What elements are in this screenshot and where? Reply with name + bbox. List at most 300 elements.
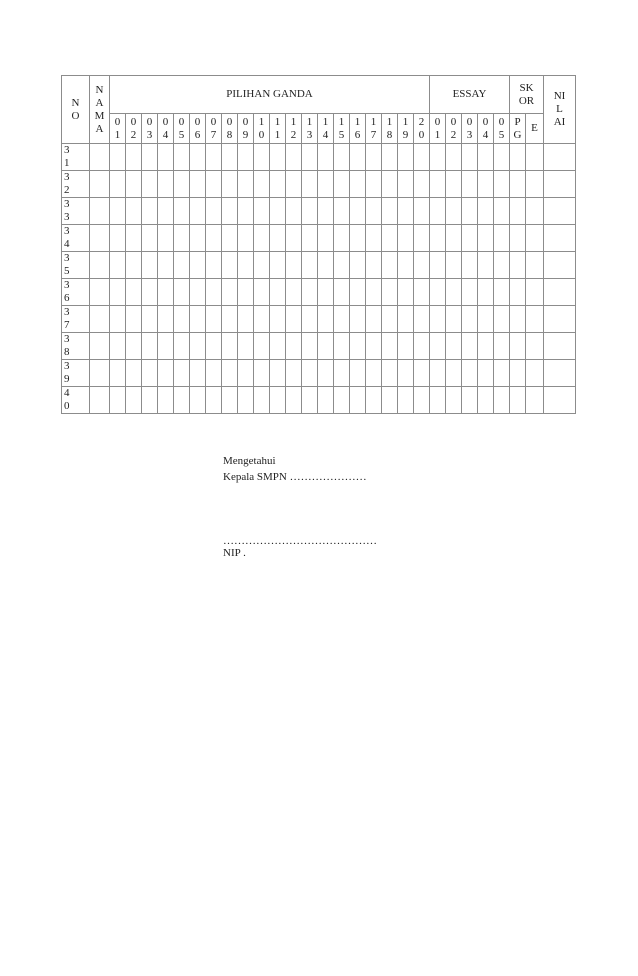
student-row xyxy=(62,279,576,306)
student-row xyxy=(62,225,576,252)
score-cell xyxy=(302,252,318,279)
row-number: 3 8 xyxy=(62,333,90,360)
score-cell xyxy=(430,171,446,198)
score-cell xyxy=(238,198,254,225)
score-cell xyxy=(462,360,478,387)
score-cell xyxy=(302,225,318,252)
score-cell xyxy=(286,198,302,225)
score-cell xyxy=(110,171,126,198)
score-cell xyxy=(478,252,494,279)
score-cell xyxy=(446,279,462,306)
row-number: 3 9 xyxy=(62,360,90,387)
score-cell xyxy=(206,333,222,360)
score-cell xyxy=(90,306,110,333)
score-cell xyxy=(462,225,478,252)
pg-question-number: 2 0 xyxy=(414,114,430,144)
score-cell xyxy=(318,225,334,252)
score-cell xyxy=(110,333,126,360)
score-cell xyxy=(414,387,430,414)
score-cell xyxy=(126,225,142,252)
score-cell xyxy=(110,198,126,225)
score-cell xyxy=(334,225,350,252)
score-cell xyxy=(254,198,270,225)
score-cell xyxy=(544,279,576,306)
score-cell xyxy=(158,144,174,171)
score-cell xyxy=(286,171,302,198)
score-cell xyxy=(254,306,270,333)
score-cell xyxy=(174,279,190,306)
student-row xyxy=(62,198,576,225)
score-cell xyxy=(302,360,318,387)
pg-question-number: 0 7 xyxy=(206,114,222,144)
score-cell xyxy=(382,306,398,333)
score-cell xyxy=(510,387,526,414)
score-cell xyxy=(158,279,174,306)
score-cell xyxy=(366,144,382,171)
score-cell xyxy=(174,198,190,225)
score-cell xyxy=(142,306,158,333)
score-cell xyxy=(446,387,462,414)
score-cell xyxy=(142,198,158,225)
score-cell xyxy=(302,171,318,198)
score-cell xyxy=(110,279,126,306)
nip-label: NIP . xyxy=(223,547,246,559)
essay-question-number: 0 1 xyxy=(430,114,446,144)
score-cell xyxy=(544,252,576,279)
pg-question-number: 0 8 xyxy=(222,114,238,144)
student-row xyxy=(62,306,576,333)
score-cell xyxy=(302,333,318,360)
score-cell xyxy=(110,225,126,252)
score-cell xyxy=(110,144,126,171)
score-cell xyxy=(414,279,430,306)
score-cell xyxy=(318,252,334,279)
score-cell xyxy=(446,144,462,171)
score-cell xyxy=(190,198,206,225)
score-cell xyxy=(526,171,544,198)
score-cell xyxy=(206,279,222,306)
score-cell xyxy=(366,333,382,360)
score-cell xyxy=(494,252,510,279)
score-cell xyxy=(302,306,318,333)
score-cell xyxy=(462,252,478,279)
score-cell xyxy=(270,333,286,360)
score-cell xyxy=(238,252,254,279)
score-cell xyxy=(398,279,414,306)
score-cell xyxy=(366,198,382,225)
score-cell xyxy=(526,144,544,171)
score-cell xyxy=(350,360,366,387)
score-cell xyxy=(382,360,398,387)
score-cell xyxy=(510,306,526,333)
score-table xyxy=(61,75,576,414)
score-cell xyxy=(414,144,430,171)
score-cell xyxy=(350,306,366,333)
row-number: 4 0 xyxy=(62,387,90,414)
score-cell xyxy=(302,144,318,171)
score-cell xyxy=(350,225,366,252)
score-cell xyxy=(110,252,126,279)
score-cell xyxy=(430,387,446,414)
score-cell xyxy=(414,198,430,225)
score-cell xyxy=(334,387,350,414)
score-cell xyxy=(222,225,238,252)
score-cell xyxy=(334,360,350,387)
score-cell xyxy=(398,306,414,333)
score-cell xyxy=(478,333,494,360)
header-nama: N A M A xyxy=(90,76,110,144)
score-cell xyxy=(286,144,302,171)
score-cell xyxy=(446,198,462,225)
score-cell xyxy=(414,306,430,333)
score-cell xyxy=(142,360,158,387)
score-cell xyxy=(334,279,350,306)
score-cell xyxy=(222,279,238,306)
score-cell xyxy=(462,333,478,360)
score-cell xyxy=(142,171,158,198)
score-cell xyxy=(494,306,510,333)
score-cell xyxy=(254,360,270,387)
score-cell xyxy=(254,387,270,414)
score-cell xyxy=(478,279,494,306)
row-number: 3 2 xyxy=(62,171,90,198)
score-cell xyxy=(510,279,526,306)
score-cell xyxy=(238,360,254,387)
score-cell xyxy=(222,144,238,171)
score-cell xyxy=(126,360,142,387)
score-cell xyxy=(544,387,576,414)
score-cell xyxy=(238,387,254,414)
score-cell xyxy=(254,279,270,306)
score-cell xyxy=(494,171,510,198)
pg-question-number: 0 9 xyxy=(238,114,254,144)
score-cell xyxy=(334,333,350,360)
score-cell xyxy=(478,171,494,198)
pg-question-number: 1 7 xyxy=(366,114,382,144)
score-cell xyxy=(270,225,286,252)
score-cell xyxy=(190,333,206,360)
score-cell xyxy=(174,306,190,333)
score-cell xyxy=(318,144,334,171)
score-cell xyxy=(190,225,206,252)
score-cell xyxy=(206,171,222,198)
score-cell xyxy=(254,171,270,198)
pg-question-number: 1 1 xyxy=(270,114,286,144)
essay-question-number: 0 2 xyxy=(446,114,462,144)
score-cell xyxy=(446,252,462,279)
score-cell xyxy=(526,333,544,360)
score-cell xyxy=(206,225,222,252)
score-cell xyxy=(158,306,174,333)
mengetahui-label: Mengetahui xyxy=(223,455,276,467)
score-cell xyxy=(526,306,544,333)
score-cell xyxy=(446,360,462,387)
score-cell xyxy=(478,387,494,414)
score-cell xyxy=(158,171,174,198)
score-cell xyxy=(318,198,334,225)
score-cell xyxy=(158,387,174,414)
row-number: 3 6 xyxy=(62,279,90,306)
score-cell xyxy=(510,360,526,387)
row-number: 3 1 xyxy=(62,144,90,171)
score-cell xyxy=(238,333,254,360)
score-cell xyxy=(446,225,462,252)
score-cell xyxy=(190,387,206,414)
score-cell xyxy=(478,198,494,225)
score-cell xyxy=(126,387,142,414)
score-cell xyxy=(478,144,494,171)
score-cell xyxy=(126,333,142,360)
score-cell xyxy=(158,252,174,279)
score-cell xyxy=(334,306,350,333)
score-cell xyxy=(510,252,526,279)
score-cell xyxy=(526,360,544,387)
score-cell xyxy=(544,306,576,333)
score-cell xyxy=(206,252,222,279)
score-cell xyxy=(126,144,142,171)
score-cell xyxy=(286,225,302,252)
score-cell xyxy=(222,306,238,333)
score-cell xyxy=(222,387,238,414)
score-cell xyxy=(478,360,494,387)
score-cell xyxy=(544,171,576,198)
header-skor: SK OR xyxy=(510,76,544,114)
score-cell xyxy=(494,279,510,306)
score-cell xyxy=(142,225,158,252)
score-cell xyxy=(398,360,414,387)
score-cell xyxy=(174,252,190,279)
score-cell xyxy=(318,279,334,306)
score-cell xyxy=(286,279,302,306)
score-cell xyxy=(238,306,254,333)
pg-question-number: 1 5 xyxy=(334,114,350,144)
score-cell xyxy=(142,252,158,279)
score-cell xyxy=(222,198,238,225)
pg-question-number: 0 1 xyxy=(110,114,126,144)
score-cell xyxy=(334,171,350,198)
score-cell xyxy=(382,279,398,306)
score-cell xyxy=(90,171,110,198)
score-cell xyxy=(494,225,510,252)
score-cell xyxy=(190,306,206,333)
score-cell xyxy=(238,171,254,198)
score-cell xyxy=(526,279,544,306)
score-cell xyxy=(478,225,494,252)
pg-question-number: 1 4 xyxy=(318,114,334,144)
score-cell xyxy=(382,333,398,360)
student-row xyxy=(62,333,576,360)
student-row xyxy=(62,252,576,279)
score-cell xyxy=(142,333,158,360)
score-cell xyxy=(430,144,446,171)
score-cell xyxy=(286,360,302,387)
score-cell xyxy=(318,306,334,333)
score-cell xyxy=(126,279,142,306)
score-cell xyxy=(90,360,110,387)
score-cell xyxy=(158,333,174,360)
score-cell xyxy=(174,225,190,252)
score-cell xyxy=(318,360,334,387)
score-cell xyxy=(174,360,190,387)
score-cell xyxy=(350,252,366,279)
score-cell xyxy=(174,333,190,360)
score-cell xyxy=(190,279,206,306)
score-cell xyxy=(222,360,238,387)
score-cell xyxy=(462,306,478,333)
score-cell xyxy=(254,252,270,279)
score-cell xyxy=(462,387,478,414)
score-cell xyxy=(398,252,414,279)
student-row xyxy=(62,387,576,414)
score-cell xyxy=(398,171,414,198)
score-cell xyxy=(430,360,446,387)
score-cell xyxy=(90,252,110,279)
score-cell xyxy=(366,387,382,414)
score-cell xyxy=(430,252,446,279)
score-cell xyxy=(462,279,478,306)
score-cell xyxy=(302,198,318,225)
score-cell xyxy=(544,360,576,387)
pg-question-number: 1 9 xyxy=(398,114,414,144)
score-cell xyxy=(430,306,446,333)
score-cell xyxy=(190,360,206,387)
score-cell xyxy=(206,360,222,387)
pg-question-number: 0 5 xyxy=(174,114,190,144)
essay-question-number: 0 5 xyxy=(494,114,510,144)
score-cell xyxy=(414,360,430,387)
score-cell xyxy=(158,225,174,252)
score-cell xyxy=(350,198,366,225)
score-cell xyxy=(334,252,350,279)
score-cell xyxy=(366,252,382,279)
score-cell xyxy=(510,198,526,225)
score-cell xyxy=(366,360,382,387)
pg-question-number: 1 8 xyxy=(382,114,398,144)
score-cell xyxy=(398,144,414,171)
score-cell xyxy=(110,387,126,414)
score-cell xyxy=(382,144,398,171)
score-cell xyxy=(366,279,382,306)
score-cell xyxy=(382,387,398,414)
score-cell xyxy=(142,144,158,171)
score-cell xyxy=(350,144,366,171)
signature-line: …………………………………… xyxy=(223,535,377,547)
score-cell xyxy=(222,252,238,279)
score-cell xyxy=(286,306,302,333)
score-cell xyxy=(190,144,206,171)
header-skor-pg: P G xyxy=(510,114,526,144)
score-cell xyxy=(90,225,110,252)
score-cell xyxy=(462,198,478,225)
score-cell xyxy=(238,225,254,252)
score-cell xyxy=(90,387,110,414)
score-cell xyxy=(222,171,238,198)
pg-question-number: 1 3 xyxy=(302,114,318,144)
score-cell xyxy=(126,252,142,279)
score-cell xyxy=(366,306,382,333)
score-cell xyxy=(398,225,414,252)
score-cell xyxy=(494,198,510,225)
essay-question-number: 0 3 xyxy=(462,114,478,144)
header-skor-e: E xyxy=(526,114,544,144)
score-cell xyxy=(174,171,190,198)
score-cell xyxy=(510,144,526,171)
score-cell xyxy=(382,252,398,279)
score-cell xyxy=(494,360,510,387)
score-cell xyxy=(430,198,446,225)
score-cell xyxy=(494,333,510,360)
score-cell xyxy=(254,144,270,171)
pg-question-number: 1 0 xyxy=(254,114,270,144)
score-cell xyxy=(462,171,478,198)
score-cell xyxy=(90,198,110,225)
score-cell xyxy=(334,198,350,225)
score-cell xyxy=(254,225,270,252)
score-cell xyxy=(174,387,190,414)
score-cell xyxy=(206,144,222,171)
header-essay: ESSAY xyxy=(430,76,510,114)
score-cell xyxy=(414,252,430,279)
header-nilai: NI L AI xyxy=(544,76,576,144)
score-cell xyxy=(302,279,318,306)
score-cell xyxy=(126,306,142,333)
score-cell xyxy=(382,198,398,225)
pg-question-number: 1 6 xyxy=(350,114,366,144)
student-row xyxy=(62,360,576,387)
score-cell xyxy=(510,333,526,360)
score-cell xyxy=(510,171,526,198)
score-cell xyxy=(270,387,286,414)
header-no: N O xyxy=(62,76,90,144)
score-cell xyxy=(366,171,382,198)
score-cell xyxy=(270,252,286,279)
score-cell xyxy=(446,171,462,198)
score-cell xyxy=(414,225,430,252)
score-cell xyxy=(190,171,206,198)
pg-question-number: 0 3 xyxy=(142,114,158,144)
score-cell xyxy=(238,144,254,171)
score-cell xyxy=(90,333,110,360)
score-cell xyxy=(510,225,526,252)
score-cell xyxy=(350,171,366,198)
score-cell xyxy=(318,387,334,414)
score-cell xyxy=(398,387,414,414)
kepala-sekolah-label: Kepala SMPN ………………… xyxy=(223,471,367,483)
score-cell xyxy=(318,171,334,198)
score-cell xyxy=(286,333,302,360)
score-cell xyxy=(398,198,414,225)
score-cell xyxy=(430,279,446,306)
score-cell xyxy=(544,198,576,225)
score-cell xyxy=(446,306,462,333)
score-cell xyxy=(366,225,382,252)
score-cell xyxy=(286,252,302,279)
score-cell xyxy=(270,279,286,306)
score-cell xyxy=(286,387,302,414)
score-cell xyxy=(174,144,190,171)
score-cell xyxy=(544,333,576,360)
pg-question-number: 0 4 xyxy=(158,114,174,144)
score-cell xyxy=(142,387,158,414)
score-cell xyxy=(110,306,126,333)
score-cell xyxy=(318,333,334,360)
student-row xyxy=(62,171,576,198)
score-cell xyxy=(142,279,158,306)
score-cell xyxy=(158,198,174,225)
score-cell xyxy=(270,144,286,171)
pg-question-number: 0 2 xyxy=(126,114,142,144)
score-cell xyxy=(254,333,270,360)
